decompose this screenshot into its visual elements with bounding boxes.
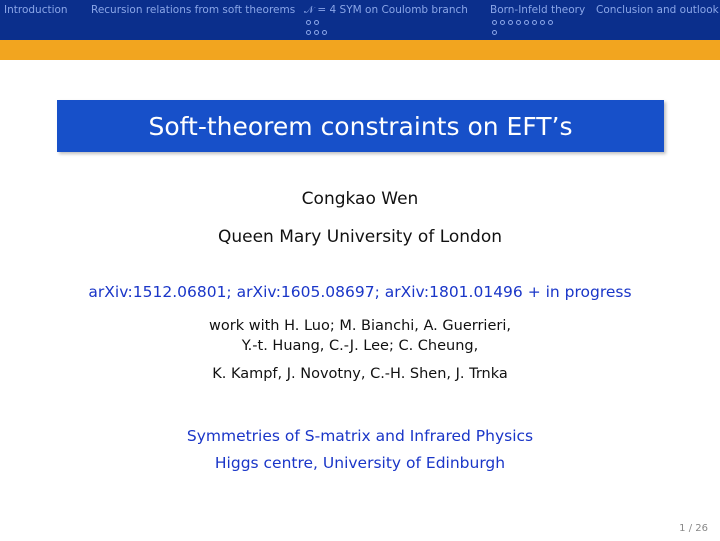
subsection-dot[interactable]: [540, 20, 545, 25]
subsection-dots-row-2: [306, 30, 327, 35]
subsection-dot[interactable]: [532, 20, 537, 25]
subsection-dot[interactable]: [508, 20, 513, 25]
subsection-dot[interactable]: [548, 20, 553, 25]
subsection-dot[interactable]: [306, 20, 311, 25]
nav-section-introduction[interactable]: Introduction: [4, 4, 68, 16]
nav-section-recursion-relations[interactable]: Recursion relations from soft theorems: [91, 4, 296, 16]
nav-section-n4-sym[interactable]: 𝒩 = 4 SYM on Coulomb branch: [304, 4, 468, 16]
event-name: Symmetries of S-matrix and Infrared Physics: [186, 427, 534, 445]
subsection-dot[interactable]: [322, 30, 327, 35]
subsection-dot[interactable]: [492, 20, 497, 25]
subsection-dot[interactable]: [492, 30, 497, 35]
nav-section-born-infeld[interactable]: Born-Infeld theory: [490, 4, 586, 16]
subsection-dot[interactable]: [314, 30, 319, 35]
subsection-dots-row-4: [492, 30, 497, 35]
header-accent-bar: [0, 40, 720, 60]
subsection-dots-row-3: [492, 20, 553, 25]
nav-section-conclusion[interactable]: Conclusion and outlook: [596, 4, 719, 16]
collaborators-line-2: Y.-t. Huang, C.-J. Lee; C. Cheung,: [241, 338, 479, 354]
navigation-header: [0, 0, 720, 40]
page-number: 1 / 26: [679, 523, 708, 534]
subsection-dot[interactable]: [524, 20, 529, 25]
arxiv-references[interactable]: arXiv:1512.06801; arXiv:1605.08697; arXiv:1801.01496 + in progress: [88, 283, 632, 301]
author-name: Congkao Wen: [301, 189, 419, 209]
event-venue: Higgs centre, University of Edinburgh: [214, 454, 506, 472]
slide-title: Soft-theorem constraints on EFT’s: [57, 100, 664, 152]
collaborators-line-1: work with H. Luo; M. Bianchi, A. Guerrieri,: [209, 318, 511, 334]
subsection-dot[interactable]: [516, 20, 521, 25]
collaborators-line-3: K. Kampf, J. Novotny, C.-H. Shen, J. Trnka: [212, 366, 508, 382]
subsection-dot[interactable]: [500, 20, 505, 25]
institute-name: Queen Mary University of London: [217, 227, 503, 247]
subsection-dot[interactable]: [314, 20, 319, 25]
subsection-dot[interactable]: [306, 30, 311, 35]
subsection-dots-row-1: [306, 20, 319, 25]
